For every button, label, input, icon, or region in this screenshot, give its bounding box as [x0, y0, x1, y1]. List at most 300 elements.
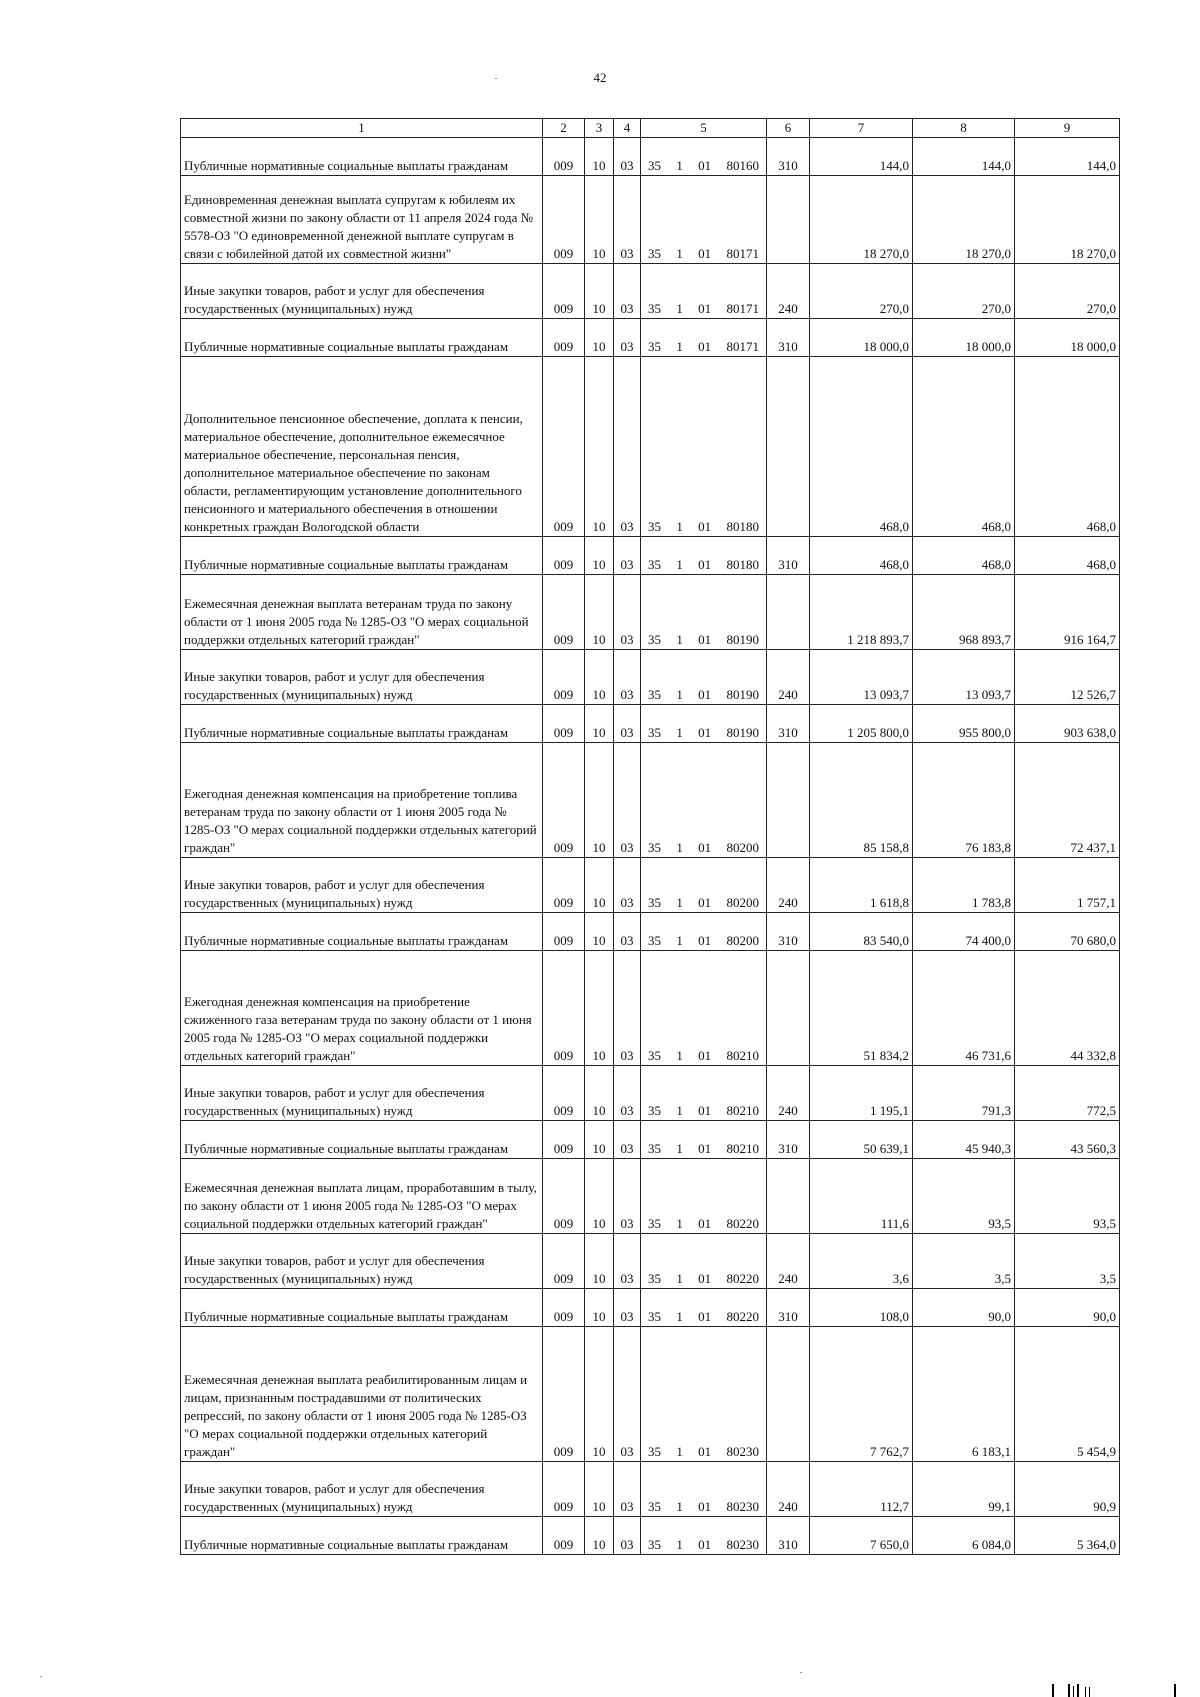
subsection-code: 03	[614, 575, 641, 650]
amount-year1: 144,0	[810, 138, 913, 176]
target-article-part: 80171	[726, 246, 759, 261]
target-article-part: 80160	[726, 158, 759, 173]
scan-speck	[495, 78, 497, 79]
amount-year1: 18 270,0	[810, 176, 913, 264]
expense-type-code	[767, 743, 810, 858]
target-article-code	[641, 1121, 767, 1159]
subsection-code: 03	[614, 1327, 641, 1462]
amount-year3: 5 454,9	[1015, 1327, 1120, 1462]
target-article-part: 1	[676, 158, 683, 173]
target-article-part: 1	[676, 687, 683, 702]
target-article-code	[641, 176, 767, 264]
target-article-part: 01	[698, 1048, 712, 1063]
target-article-part: 1	[676, 519, 683, 534]
target-article-part: 35	[648, 519, 661, 534]
target-article-part: 80200	[726, 840, 759, 855]
section-code: 10	[585, 1234, 614, 1289]
row-name: Публичные нормативные социальные выплаты гражданам	[181, 1517, 543, 1555]
target-article-part: 01	[698, 557, 712, 572]
target-article-part: 01	[698, 840, 712, 855]
target-article-part: 01	[698, 1499, 712, 1514]
target-article-code	[641, 264, 767, 319]
target-article-part: 35	[648, 840, 661, 855]
ved-code: 009	[543, 264, 585, 319]
subsection-code: 03	[614, 319, 641, 357]
row-name: Ежемесячная денежная выплата реабилитированным лицам и лицам, признанным пострадавшими от политических репрессий, по закону области от 1 июня 2005 года № 1285-ОЗ "О мерах социальной поддержки отдельных категорий граждан"	[181, 1327, 543, 1462]
row-name: Ежемесячная денежная выплата ветеранам труда по закону области от 1 июня 2005 года № 1285-ОЗ "О мерах социальной поддержки отдельных категорий граждан"	[181, 575, 543, 650]
amount-year3: 916 164,7	[1015, 575, 1120, 650]
col-header-1: 1	[181, 119, 543, 138]
subsection-code: 03	[614, 913, 641, 951]
ved-code: 009	[543, 1327, 585, 1462]
target-article-part: 35	[648, 1444, 661, 1459]
target-article-part: 1	[676, 1309, 683, 1324]
amount-year2: 90,0	[913, 1289, 1015, 1327]
target-article-code	[641, 650, 767, 705]
row-name: Публичные нормативные социальные выплаты гражданам	[181, 1289, 543, 1327]
table-row	[181, 650, 1120, 705]
target-article-part: 1	[676, 895, 683, 910]
table-row	[181, 858, 1120, 913]
table-row	[181, 264, 1120, 319]
amount-year2: 18 270,0	[913, 176, 1015, 264]
target-article-code	[641, 1234, 767, 1289]
target-article-part: 01	[698, 339, 712, 354]
col-header-6: 6	[767, 119, 810, 138]
amount-year1: 1 618,8	[810, 858, 913, 913]
target-article-part: 1	[676, 1444, 683, 1459]
expense-type-code: 240	[767, 858, 810, 913]
row-name: Ежегодная денежная компенсация на приобретение топлива ветеранам труда по закону области от 1 июня 2005 года № 1285-ОЗ "О мерах социальной поддержки отдельных категорий граждан"	[181, 743, 543, 858]
target-article-part: 35	[648, 339, 661, 354]
expense-type-code	[767, 575, 810, 650]
ved-code: 009	[543, 743, 585, 858]
subsection-code: 03	[614, 357, 641, 537]
target-article-part: 80230	[726, 1499, 759, 1514]
expense-type-code: 240	[767, 1234, 810, 1289]
amount-year1: 468,0	[810, 537, 913, 575]
ved-code: 009	[543, 357, 585, 537]
target-article-part: 35	[648, 246, 661, 261]
target-article-part: 1	[676, 301, 683, 316]
target-article-part: 01	[698, 687, 712, 702]
target-article-part: 80190	[726, 687, 759, 702]
table-row	[181, 743, 1120, 858]
expense-type-code	[767, 1159, 810, 1234]
row-name: Иные закупки товаров, работ и услуг для обеспечения государственных (муниципальных) нужд	[181, 858, 543, 913]
amount-year2: 74 400,0	[913, 913, 1015, 951]
target-article-code	[641, 1289, 767, 1327]
ved-code: 009	[543, 1066, 585, 1121]
target-article-part: 01	[698, 1141, 712, 1156]
target-article-part: 80171	[726, 301, 759, 316]
amount-year3: 72 437,1	[1015, 743, 1120, 858]
row-name: Иные закупки товаров, работ и услуг для обеспечения государственных (муниципальных) нужд	[181, 1462, 543, 1517]
target-article-part: 01	[698, 1537, 712, 1552]
subsection-code: 03	[614, 537, 641, 575]
amount-year1: 7 762,7	[810, 1327, 913, 1462]
subsection-code: 03	[614, 650, 641, 705]
expense-type-code: 240	[767, 650, 810, 705]
row-name: Публичные нормативные социальные выплаты гражданам	[181, 319, 543, 357]
ved-code: 009	[543, 575, 585, 650]
amount-year3: 3,5	[1015, 1234, 1120, 1289]
amount-year2: 791,3	[913, 1066, 1015, 1121]
target-article-part: 35	[648, 725, 661, 740]
col-header-2: 2	[543, 119, 585, 138]
subsection-code: 03	[614, 1289, 641, 1327]
subsection-code: 03	[614, 1517, 641, 1555]
amount-year2: 968 893,7	[913, 575, 1015, 650]
section-code: 10	[585, 1121, 614, 1159]
amount-year2: 468,0	[913, 537, 1015, 575]
table-row	[181, 176, 1120, 264]
row-name: Публичные нормативные социальные выплаты гражданам	[181, 537, 543, 575]
section-code: 10	[585, 743, 614, 858]
amount-year3: 12 526,7	[1015, 650, 1120, 705]
amount-year3: 144,0	[1015, 138, 1120, 176]
target-article-part: 1	[676, 1048, 683, 1063]
subsection-code: 03	[614, 1066, 641, 1121]
section-code: 10	[585, 575, 614, 650]
amount-year1: 13 093,7	[810, 650, 913, 705]
target-article-code	[641, 357, 767, 537]
amount-year1: 85 158,8	[810, 743, 913, 858]
section-code: 10	[585, 264, 614, 319]
target-article-part: 01	[698, 725, 712, 740]
target-article-part: 35	[648, 1141, 661, 1156]
ved-code: 009	[543, 176, 585, 264]
section-code: 10	[585, 1159, 614, 1234]
table-row	[181, 1234, 1120, 1289]
target-article-code	[641, 537, 767, 575]
table-row	[181, 1517, 1120, 1555]
target-article-part: 35	[648, 687, 661, 702]
col-header-8: 8	[913, 119, 1015, 138]
section-code: 10	[585, 913, 614, 951]
row-name: Публичные нормативные социальные выплаты гражданам	[181, 705, 543, 743]
amount-year2: 93,5	[913, 1159, 1015, 1234]
row-name: Публичные нормативные социальные выплаты гражданам	[181, 913, 543, 951]
amount-year2: 46 731,6	[913, 951, 1015, 1066]
amount-year1: 7 650,0	[810, 1517, 913, 1555]
table-row	[181, 319, 1120, 357]
section-code: 10	[585, 138, 614, 176]
section-code: 10	[585, 537, 614, 575]
target-article-part: 80230	[726, 1444, 759, 1459]
subsection-code: 03	[614, 264, 641, 319]
target-article-code	[641, 743, 767, 858]
target-article-part: 80180	[726, 557, 759, 572]
target-article-code	[641, 575, 767, 650]
ved-code: 009	[543, 138, 585, 176]
target-article-part: 80200	[726, 895, 759, 910]
amount-year1: 51 834,2	[810, 951, 913, 1066]
amount-year2: 6 183,1	[913, 1327, 1015, 1462]
scan-speck	[40, 1676, 42, 1677]
amount-year3: 5 364,0	[1015, 1517, 1120, 1555]
table-row	[181, 913, 1120, 951]
target-article-part: 01	[698, 246, 712, 261]
target-article-part: 35	[648, 158, 661, 173]
target-article-part: 35	[648, 1271, 661, 1286]
amount-year3: 70 680,0	[1015, 913, 1120, 951]
amount-year1: 83 540,0	[810, 913, 913, 951]
amount-year2: 99,1	[913, 1462, 1015, 1517]
row-name: Дополнительное пенсионное обеспечение, доплата к пенсии, материальное обеспечение, дополнительное ежемесячное материальное обеспечение, персональная пенсия, дополнительное материальное обеспечение по законам области, регламентирующим установление дополнительного пенсионного и материального обеспечения в отношении конкретных граждан Вологодской области	[181, 357, 543, 537]
amount-year1: 270,0	[810, 264, 913, 319]
target-article-part: 1	[676, 557, 683, 572]
amount-year3: 90,0	[1015, 1289, 1120, 1327]
target-article-part: 80190	[726, 725, 759, 740]
ved-code: 009	[543, 1121, 585, 1159]
amount-year2: 18 000,0	[913, 319, 1015, 357]
budget-table	[180, 118, 1120, 1555]
amount-year3: 18 270,0	[1015, 176, 1120, 264]
target-article-part: 80200	[726, 933, 759, 948]
section-code: 10	[585, 1327, 614, 1462]
amount-year2: 955 800,0	[913, 705, 1015, 743]
amount-year2: 3,5	[913, 1234, 1015, 1289]
table-row	[181, 357, 1120, 537]
row-name: Ежемесячная денежная выплата лицам, проработавшим в тылу, по закону области от 1 июня 2005 года № 1285-ОЗ "О мерах социальной поддержки отдельных категорий граждан"	[181, 1159, 543, 1234]
target-article-part: 1	[676, 725, 683, 740]
expense-type-code: 310	[767, 913, 810, 951]
amount-year2: 6 084,0	[913, 1517, 1015, 1555]
col-header-9: 9	[1015, 119, 1120, 138]
target-article-part: 01	[698, 632, 712, 647]
amount-year3: 772,5	[1015, 1066, 1120, 1121]
col-header-5: 5	[641, 119, 767, 138]
scan-speck	[800, 1672, 802, 1673]
amount-year3: 1 757,1	[1015, 858, 1120, 913]
target-article-part: 80190	[726, 632, 759, 647]
amount-year3: 90,9	[1015, 1462, 1120, 1517]
target-article-part: 35	[648, 1103, 661, 1118]
amount-year1: 1 218 893,7	[810, 575, 913, 650]
amount-year3: 468,0	[1015, 537, 1120, 575]
target-article-part: 01	[698, 933, 712, 948]
header-row	[181, 119, 1120, 138]
table-row	[181, 138, 1120, 176]
target-article-part: 80171	[726, 339, 759, 354]
expense-type-code	[767, 357, 810, 537]
target-article-code	[641, 951, 767, 1066]
amount-year1: 18 000,0	[810, 319, 913, 357]
expense-type-code	[767, 176, 810, 264]
target-article-part: 80220	[726, 1216, 759, 1231]
table-row	[181, 1159, 1120, 1234]
amount-year1: 111,6	[810, 1159, 913, 1234]
subsection-code: 03	[614, 1121, 641, 1159]
amount-year1: 50 639,1	[810, 1121, 913, 1159]
table-row	[181, 951, 1120, 1066]
amount-year1: 468,0	[810, 357, 913, 537]
amount-year3: 44 332,8	[1015, 951, 1120, 1066]
target-article-code	[641, 858, 767, 913]
section-code: 10	[585, 1462, 614, 1517]
expense-type-code: 310	[767, 1289, 810, 1327]
target-article-part: 1	[676, 246, 683, 261]
table-row	[181, 1462, 1120, 1517]
target-article-part: 80220	[726, 1309, 759, 1324]
row-name: Иные закупки товаров, работ и услуг для обеспечения государственных (муниципальных) нужд	[181, 650, 543, 705]
row-name: Иные закупки товаров, работ и услуг для обеспечения государственных (муниципальных) нужд	[181, 264, 543, 319]
section-code: 10	[585, 858, 614, 913]
ved-code: 009	[543, 1289, 585, 1327]
target-article-code	[641, 705, 767, 743]
target-article-part: 1	[676, 1141, 683, 1156]
amount-year1: 1 195,1	[810, 1066, 913, 1121]
subsection-code: 03	[614, 1462, 641, 1517]
target-article-code	[641, 1327, 767, 1462]
target-article-part: 80230	[726, 1537, 759, 1552]
amount-year2: 76 183,8	[913, 743, 1015, 858]
expense-type-code	[767, 951, 810, 1066]
target-article-code	[641, 1462, 767, 1517]
ved-code: 009	[543, 537, 585, 575]
section-code: 10	[585, 1517, 614, 1555]
subsection-code: 03	[614, 951, 641, 1066]
amount-year2: 1 783,8	[913, 858, 1015, 913]
row-name: Иные закупки товаров, работ и услуг для обеспечения государственных (муниципальных) нужд	[181, 1066, 543, 1121]
amount-year3: 18 000,0	[1015, 319, 1120, 357]
expense-type-code	[767, 1327, 810, 1462]
expense-type-code: 310	[767, 1121, 810, 1159]
target-article-part: 35	[648, 632, 661, 647]
target-article-part: 1	[676, 339, 683, 354]
ved-code: 009	[543, 705, 585, 743]
target-article-code	[641, 1517, 767, 1555]
table-row	[181, 1121, 1120, 1159]
target-article-code	[641, 913, 767, 951]
expense-type-code: 310	[767, 705, 810, 743]
ved-code: 009	[543, 650, 585, 705]
target-article-part: 01	[698, 158, 712, 173]
target-article-part: 35	[648, 933, 661, 948]
ved-code: 009	[543, 913, 585, 951]
target-article-part: 35	[648, 301, 661, 316]
target-article-part: 01	[698, 1216, 712, 1231]
ved-code: 009	[543, 951, 585, 1066]
amount-year2: 468,0	[913, 357, 1015, 537]
table-row	[181, 1066, 1120, 1121]
target-article-part: 01	[698, 519, 712, 534]
target-article-part: 1	[676, 840, 683, 855]
amount-year3: 468,0	[1015, 357, 1120, 537]
row-name: Единовременная денежная выплата супругам к юбилеям их совместной жизни по закону области от 11 апреля 2024 года № 5578-ОЗ "О единовременной денежной выплате супругам в связи с юбилейной датой их совместной жизни"	[181, 176, 543, 264]
target-article-part: 35	[648, 1216, 661, 1231]
target-article-part: 01	[698, 895, 712, 910]
target-article-part: 01	[698, 1271, 712, 1286]
target-article-part: 01	[698, 1444, 712, 1459]
col-header-4: 4	[614, 119, 641, 138]
amount-year1: 108,0	[810, 1289, 913, 1327]
amount-year3: 93,5	[1015, 1159, 1120, 1234]
target-article-part: 80180	[726, 519, 759, 534]
table-row	[181, 1327, 1120, 1462]
subsection-code: 03	[614, 1159, 641, 1234]
target-article-code	[641, 319, 767, 357]
subsection-code: 03	[614, 705, 641, 743]
amount-year3: 43 560,3	[1015, 1121, 1120, 1159]
amount-year3: 903 638,0	[1015, 705, 1120, 743]
target-article-part: 1	[676, 1271, 683, 1286]
target-article-part: 1	[676, 1216, 683, 1231]
target-article-part: 80210	[726, 1141, 759, 1156]
amount-year3: 270,0	[1015, 264, 1120, 319]
target-article-part: 35	[648, 1309, 661, 1324]
target-article-part: 01	[698, 1103, 712, 1118]
amount-year2: 13 093,7	[913, 650, 1015, 705]
section-code: 10	[585, 1289, 614, 1327]
subsection-code: 03	[614, 176, 641, 264]
target-article-part: 1	[676, 632, 683, 647]
section-code: 10	[585, 705, 614, 743]
target-article-part: 80210	[726, 1103, 759, 1118]
target-article-part: 01	[698, 301, 712, 316]
amount-year1: 3,6	[810, 1234, 913, 1289]
table-row	[181, 705, 1120, 743]
section-code: 10	[585, 951, 614, 1066]
row-name: Публичные нормативные социальные выплаты гражданам	[181, 138, 543, 176]
expense-type-code: 310	[767, 537, 810, 575]
table-row	[181, 575, 1120, 650]
expense-type-code: 240	[767, 1066, 810, 1121]
amount-year1: 112,7	[810, 1462, 913, 1517]
ved-code: 009	[543, 1234, 585, 1289]
amount-year2: 45 940,3	[913, 1121, 1015, 1159]
target-article-code	[641, 1159, 767, 1234]
subsection-code: 03	[614, 138, 641, 176]
ved-code: 009	[543, 1462, 585, 1517]
amount-year1: 1 205 800,0	[810, 705, 913, 743]
target-article-part: 35	[648, 557, 661, 572]
section-code: 10	[585, 1066, 614, 1121]
target-article-part: 1	[676, 1103, 683, 1118]
target-article-part: 35	[648, 1537, 661, 1552]
ved-code: 009	[543, 1159, 585, 1234]
expense-type-code: 310	[767, 1517, 810, 1555]
table-row	[181, 1289, 1120, 1327]
col-header-7: 7	[810, 119, 913, 138]
expense-type-code: 240	[767, 1462, 810, 1517]
target-article-part: 80220	[726, 1271, 759, 1286]
section-code: 10	[585, 176, 614, 264]
expense-type-code: 310	[767, 319, 810, 357]
target-article-code	[641, 1066, 767, 1121]
target-article-part: 35	[648, 1048, 661, 1063]
section-code: 10	[585, 650, 614, 705]
target-article-part: 80210	[726, 1048, 759, 1063]
ved-code: 009	[543, 319, 585, 357]
row-name: Иные закупки товаров, работ и услуг для обеспечения государственных (муниципальных) нужд	[181, 1234, 543, 1289]
expense-type-code: 310	[767, 138, 810, 176]
target-article-part: 1	[676, 1499, 683, 1514]
expense-type-code: 240	[767, 264, 810, 319]
target-article-part: 01	[698, 1309, 712, 1324]
amount-year2: 144,0	[913, 138, 1015, 176]
ved-code: 009	[543, 858, 585, 913]
subsection-code: 03	[614, 743, 641, 858]
row-name: Ежегодная денежная компенсация на приобретение сжиженного газа ветеранам труда по закону области от 1 июня 2005 года № 1285-ОЗ "О мерах социальной поддержки отдельных категорий граждан"	[181, 951, 543, 1066]
target-article-code	[641, 138, 767, 176]
target-article-part: 35	[648, 895, 661, 910]
section-code: 10	[585, 319, 614, 357]
row-name: Публичные нормативные социальные выплаты гражданам	[181, 1121, 543, 1159]
section-code: 10	[585, 357, 614, 537]
target-article-part: 1	[676, 933, 683, 948]
